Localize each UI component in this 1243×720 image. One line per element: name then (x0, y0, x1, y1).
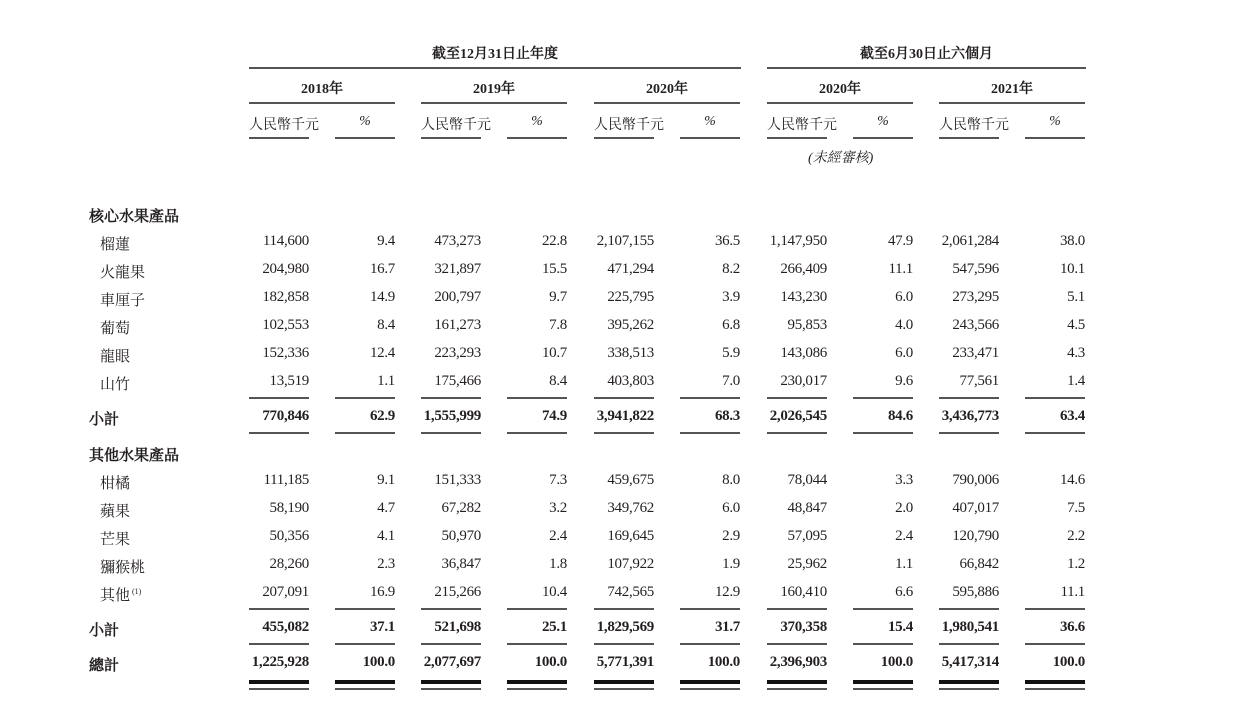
fruit-value: 95,853 (787, 317, 827, 333)
fruit-value: 50,356 (269, 528, 309, 544)
divider (249, 102, 395, 104)
unit-header: 人民幣千元 (594, 118, 664, 133)
fruit-value: 14.9 (369, 289, 395, 305)
divider (421, 102, 567, 104)
fruit-value: 151,333 (434, 472, 481, 488)
total-value: 2,077,697 (423, 654, 481, 670)
total-label: 總計 (89, 658, 120, 674)
fruit-value: 6.0 (722, 500, 740, 516)
section-title: 核心水果產品 (89, 209, 180, 225)
total-value: 100.0 (1052, 654, 1085, 670)
fruit-value: 143,086 (780, 345, 827, 361)
divider (767, 137, 827, 139)
fruit-value: 169,645 (607, 528, 654, 544)
year-header: 2018年 (301, 82, 343, 97)
fruit-value: 36,847 (441, 556, 481, 572)
unit-header: 人民幣千元 (767, 118, 837, 133)
double-rule (249, 680, 309, 684)
divider (939, 432, 999, 434)
fruit-value: 2.0 (895, 500, 913, 516)
divider (680, 397, 740, 399)
divider (594, 102, 740, 104)
fruit-value: 1.8 (549, 556, 567, 572)
pct-header: % (531, 114, 543, 129)
fruit-label: 蘋果 (100, 504, 131, 520)
fruit-value: 11.1 (888, 261, 913, 277)
fruit-value: 204,980 (262, 261, 309, 277)
subtotal-value: 84.6 (887, 408, 913, 424)
fruit-value: 78,044 (787, 472, 827, 488)
fruit-value: 57,095 (787, 528, 827, 544)
fruit-value: 2,107,155 (596, 233, 654, 249)
fruit-label: 葡萄 (100, 321, 131, 337)
fruit-value: 7.3 (549, 472, 567, 488)
divider (594, 397, 654, 399)
unit-header: 人民幣千元 (249, 118, 319, 133)
fruit-value: 7.5 (1067, 500, 1085, 516)
divider (249, 397, 309, 399)
fruit-value: 2.4 (895, 528, 913, 544)
section-title: 其他水果產品 (89, 448, 180, 464)
fruit-label: 榴蓮 (100, 237, 131, 253)
divider (594, 608, 654, 610)
double-rule (680, 688, 740, 690)
double-rule (680, 680, 740, 684)
double-rule (421, 688, 481, 690)
fruit-value: 1.1 (377, 373, 395, 389)
year-header: 2020年 (819, 82, 861, 97)
pct-header: % (359, 114, 371, 129)
fruit-value: 2,061,284 (941, 233, 999, 249)
fruit-value: 338,513 (607, 345, 654, 361)
double-rule (853, 680, 913, 684)
fruit-value: 8.2 (722, 261, 740, 277)
fruit-value: 4.5 (1067, 317, 1085, 333)
fruit-value: 6.0 (895, 289, 913, 305)
footnote-marker: (1) (132, 587, 142, 596)
fruit-value: 1,147,950 (769, 233, 827, 249)
double-rule (335, 680, 395, 684)
fruit-value: 47.9 (887, 233, 913, 249)
fruit-value: 10.1 (1059, 261, 1085, 277)
total-value: 100.0 (880, 654, 913, 670)
fruit-value: 22.8 (541, 233, 567, 249)
fruit-value: 790,006 (952, 472, 999, 488)
double-rule (767, 688, 827, 690)
fruit-value: 25,962 (787, 556, 827, 572)
divider (335, 432, 395, 434)
fruit-label: 山竹 (100, 377, 131, 393)
divider (421, 397, 481, 399)
double-rule (939, 680, 999, 684)
subtotal-value: 1,829,569 (596, 619, 654, 635)
period-group-six-months: 截至6月30日止六個月 (860, 47, 993, 62)
fruit-value: 207,091 (262, 584, 309, 600)
double-rule (853, 688, 913, 690)
fruit-value: 223,293 (434, 345, 481, 361)
fruit-value: 10.4 (541, 584, 567, 600)
divider (421, 643, 481, 645)
total-value: 2,396,903 (769, 654, 827, 670)
fruit-value: 107,922 (607, 556, 654, 572)
subtotal-value: 455,082 (262, 619, 309, 635)
subtotal-value: 1,980,541 (941, 619, 999, 635)
fruit-value: 16.9 (369, 584, 395, 600)
fruit-value: 8.4 (549, 373, 567, 389)
divider (1025, 643, 1085, 645)
pct-header: % (1049, 114, 1061, 129)
fruit-value: 38.0 (1059, 233, 1085, 249)
divider (1025, 397, 1085, 399)
fruit-value: 143,230 (780, 289, 827, 305)
divider (939, 643, 999, 645)
fruit-value: 200,797 (434, 289, 481, 305)
fruit-value: 3.9 (722, 289, 740, 305)
fruit-value: 547,596 (952, 261, 999, 277)
subtotal-value: 3,436,773 (941, 408, 999, 424)
divider (767, 67, 1086, 69)
fruit-value: 1.9 (722, 556, 740, 572)
fruit-value: 3.3 (895, 472, 913, 488)
fruit-value: 6.0 (895, 345, 913, 361)
double-rule (507, 680, 567, 684)
subtotal-label: 小計 (89, 412, 120, 428)
fruit-label: 獼猴桃 (100, 560, 146, 576)
divider (680, 432, 740, 434)
subtotal-value: 36.6 (1059, 619, 1085, 635)
fruit-value: 175,466 (434, 373, 481, 389)
pct-header: % (704, 114, 716, 129)
fruit-value: 8.0 (722, 472, 740, 488)
double-rule (249, 688, 309, 690)
fruit-value: 1.2 (1067, 556, 1085, 572)
fruit-value: 471,294 (607, 261, 654, 277)
fruit-value: 225,795 (607, 289, 654, 305)
fruit-value: 36.5 (714, 233, 740, 249)
total-value: 100.0 (534, 654, 567, 670)
subtotal-value: 1,555,999 (423, 408, 481, 424)
fruit-value: 10.7 (541, 345, 567, 361)
fruit-value: 243,566 (952, 317, 999, 333)
subtotal-value: 68.3 (714, 408, 740, 424)
year-header: 2021年 (991, 82, 1033, 97)
fruit-value: 233,471 (952, 345, 999, 361)
unit-header: 人民幣千元 (939, 118, 1009, 133)
subtotal-label: 小計 (89, 623, 120, 639)
fruit-value: 4.0 (895, 317, 913, 333)
fruit-label: 柑橘 (100, 476, 131, 492)
fruit-value: 473,273 (434, 233, 481, 249)
fruit-value: 15.5 (541, 261, 567, 277)
fruit-value: 9.1 (377, 472, 395, 488)
fruit-value: 66,842 (959, 556, 999, 572)
fruit-value: 16.7 (369, 261, 395, 277)
fruit-value: 12.4 (369, 345, 395, 361)
fruit-value: 5.1 (1067, 289, 1085, 305)
fruit-value: 2.2 (1067, 528, 1085, 544)
divider (421, 432, 481, 434)
divider (939, 102, 1085, 104)
fruit-value: 120,790 (952, 528, 999, 544)
fruit-value: 6.6 (895, 584, 913, 600)
fruit-value: 2.9 (722, 528, 740, 544)
fruit-value: 160,410 (780, 584, 827, 600)
fruit-value: 9.7 (549, 289, 567, 305)
subtotal-value: 74.9 (541, 408, 567, 424)
total-value: 5,771,391 (596, 654, 654, 670)
divider (507, 432, 567, 434)
fruit-value: 7.0 (722, 373, 740, 389)
double-rule (507, 688, 567, 690)
double-rule (421, 680, 481, 684)
fruit-value: 67,282 (441, 500, 481, 516)
subtotal-value: 63.4 (1059, 408, 1085, 424)
fruit-value: 230,017 (780, 373, 827, 389)
subtotal-value: 770,846 (262, 408, 309, 424)
double-rule (939, 688, 999, 690)
divider (421, 137, 481, 139)
fruit-value: 4.3 (1067, 345, 1085, 361)
divider (507, 137, 567, 139)
fruit-value: 28,260 (269, 556, 309, 572)
fruit-value: 111,185 (263, 472, 309, 488)
divider (680, 608, 740, 610)
fruit-label: 芒果 (100, 532, 131, 548)
fruit-value: 395,262 (607, 317, 654, 333)
fruit-value: 7.8 (549, 317, 567, 333)
divider (853, 608, 913, 610)
total-value: 100.0 (707, 654, 740, 670)
divider (249, 643, 309, 645)
fruit-value: 161,273 (434, 317, 481, 333)
subtotal-value: 62.9 (369, 408, 395, 424)
divider (767, 643, 827, 645)
fruit-value: 215,266 (434, 584, 481, 600)
divider (680, 643, 740, 645)
subtotal-value: 370,358 (780, 619, 827, 635)
fruit-value: 14.6 (1059, 472, 1085, 488)
fruit-value: 182,858 (262, 289, 309, 305)
fruit-value: 5.9 (722, 345, 740, 361)
fruit-value: 102,553 (262, 317, 309, 333)
pct-header: % (877, 114, 889, 129)
fruit-value: 459,675 (607, 472, 654, 488)
subtotal-value: 25.1 (541, 619, 567, 635)
fruit-value: 12.9 (714, 584, 740, 600)
fruit-label: 其他 $^{(1)}$ (100, 587, 142, 604)
fruit-value: 8.4 (377, 317, 395, 333)
fruit-value: 1.1 (895, 556, 913, 572)
fruit-value: 6.8 (722, 317, 740, 333)
fruit-label: 車厘子 (100, 293, 146, 309)
total-value: 100.0 (362, 654, 395, 670)
divider (594, 643, 654, 645)
subtotal-value: 2,026,545 (769, 408, 827, 424)
divider (1025, 608, 1085, 610)
divider (421, 608, 481, 610)
fruit-value: 2.4 (549, 528, 567, 544)
subtotal-value: 15.4 (887, 619, 913, 635)
divider (939, 137, 999, 139)
divider (767, 397, 827, 399)
divider (249, 432, 309, 434)
fruit-value: 742,565 (607, 584, 654, 600)
year-header: 2020年 (646, 82, 688, 97)
fruit-value: 595,886 (952, 584, 999, 600)
divider (507, 397, 567, 399)
divider (853, 137, 913, 139)
divider (853, 432, 913, 434)
fruit-value: 4.7 (377, 500, 395, 516)
fruit-label: 龍眼 (100, 349, 131, 365)
divider (853, 643, 913, 645)
fruit-value: 114,600 (262, 233, 309, 249)
divider (594, 137, 654, 139)
fruit-value: 50,970 (441, 528, 481, 544)
fruit-value: 403,803 (607, 373, 654, 389)
divider (507, 643, 567, 645)
fruit-value: 4.1 (377, 528, 395, 544)
divider (335, 643, 395, 645)
subtotal-value: 3,941,822 (596, 408, 654, 424)
fruit-value: 13,519 (269, 373, 309, 389)
divider (767, 102, 913, 104)
fruit-label: 火龍果 (100, 265, 146, 281)
divider (767, 432, 827, 434)
divider (1025, 432, 1085, 434)
year-header: 2019年 (473, 82, 515, 97)
divider (507, 608, 567, 610)
fruit-value: 1.4 (1067, 373, 1085, 389)
fruit-value: 407,017 (952, 500, 999, 516)
divider (335, 608, 395, 610)
divider (939, 608, 999, 610)
fruit-value: 58,190 (269, 500, 309, 516)
double-rule (1025, 688, 1085, 690)
fruit-value: 152,336 (262, 345, 309, 361)
unit-header: 人民幣千元 (421, 118, 491, 133)
fruit-value: 349,762 (607, 500, 654, 516)
fruit-value: 77,561 (959, 373, 999, 389)
divider (249, 608, 309, 610)
period-group-annual: 截至12月31日止年度 (432, 47, 558, 62)
fruit-value: 9.4 (377, 233, 395, 249)
total-value: 5,417,314 (941, 654, 999, 670)
divider (249, 137, 309, 139)
double-rule (767, 680, 827, 684)
fruit-value: 3.2 (549, 500, 567, 516)
fruit-value: 266,409 (780, 261, 827, 277)
subtotal-value: 521,698 (434, 619, 481, 635)
subtotal-value: 31.7 (714, 619, 740, 635)
divider (680, 137, 740, 139)
divider (249, 67, 741, 69)
fruit-value: 11.1 (1060, 584, 1085, 600)
double-rule (335, 688, 395, 690)
double-rule (594, 680, 654, 684)
double-rule (594, 688, 654, 690)
unaudited-note: (未經審核) (808, 151, 874, 166)
fruit-value: 48,847 (787, 500, 827, 516)
divider (594, 432, 654, 434)
divider (767, 608, 827, 610)
divider (939, 397, 999, 399)
divider (335, 137, 395, 139)
double-rule (1025, 680, 1085, 684)
divider (335, 397, 395, 399)
fruit-value: 2.3 (377, 556, 395, 572)
fruit-value: 9.6 (895, 373, 913, 389)
fruit-value: 273,295 (952, 289, 999, 305)
total-value: 1,225,928 (251, 654, 309, 670)
fruit-value: 321,897 (434, 261, 481, 277)
divider (1025, 137, 1085, 139)
divider (853, 397, 913, 399)
subtotal-value: 37.1 (369, 619, 395, 635)
